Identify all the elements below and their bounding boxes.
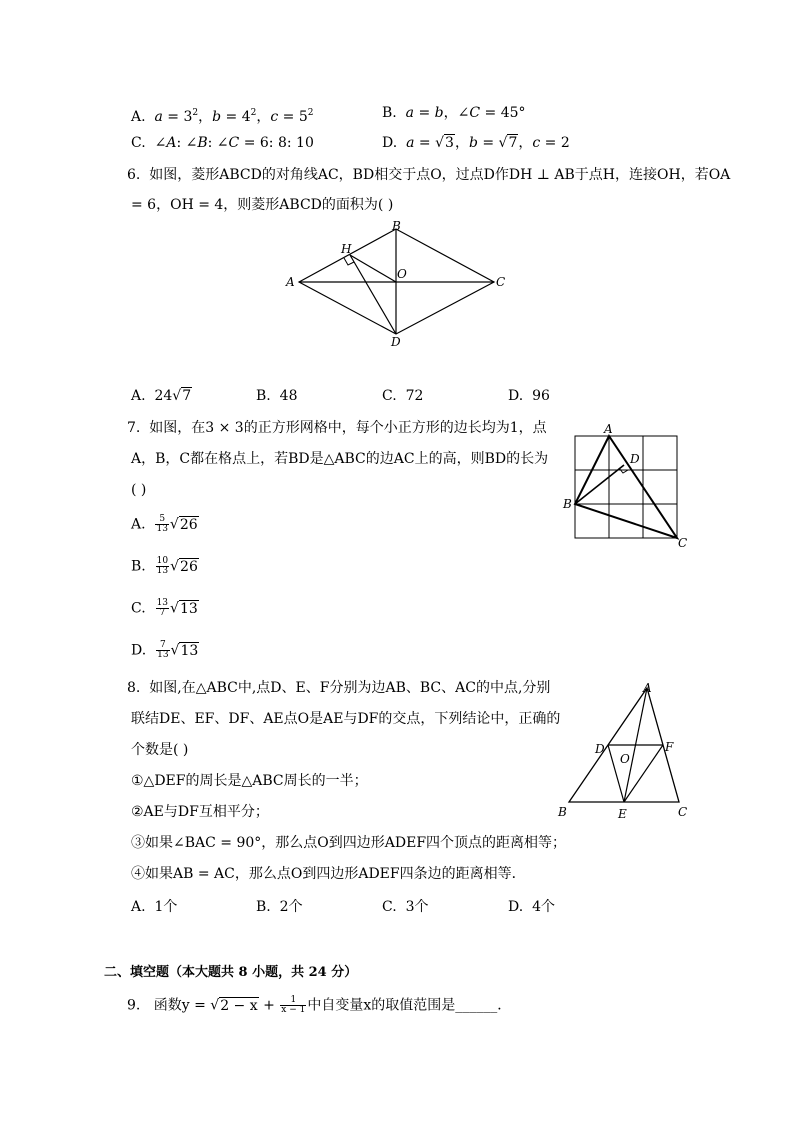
q5-option-c: C. ∠A: ∠B: ∠C = 6: 8: 10 (131, 135, 314, 151)
q5-option-b: B. a = b，∠C = 45° (382, 105, 526, 121)
q8-triangle-figure (555, 678, 705, 823)
q9-line: 9. 函数y = √2 − x + $\frac{1}{x - 1}$ 中自变量x的取值范围是______． (127, 995, 512, 1015)
label-a: A (286, 275, 295, 289)
q6-line1: 6. 如图，菱形ABCD的对角线AC，BD相交于点O，过点D作DH ⊥ AB于点H，连接OH，若OA (127, 167, 731, 183)
q8-option-d: D. 4个 (508, 899, 556, 915)
q8-option-c: C. 3个 (382, 899, 429, 915)
label-b: B (563, 497, 572, 511)
q8-line2: 联结DE、EF、DF、AE点O是AE与DF的交点，下列结论中，正确的 (131, 711, 561, 727)
q6-option-c: C. 72 (382, 388, 424, 404)
label-o: O (620, 752, 630, 766)
label-e: E (618, 807, 627, 821)
label-f: F (665, 740, 674, 754)
q7-line1: 7. 如图，在3 × 3的正方形网格中，每个小正方形的边长均为1，点 (127, 420, 547, 436)
q8-line1: 8. 如图,在△ABC中,点D、E、F分别为边AB、BC、AC的中点,分别 (127, 680, 551, 696)
label-c: C (496, 275, 506, 289)
q6-option-a: A. 24√7 (131, 388, 192, 404)
q8-option-a: A. 1个 (131, 899, 178, 915)
q7-line2: A，B，C都在格点上，若BD是△ABC的边AC上的高，则BD的长为 (131, 451, 549, 467)
q7-option-a: A. $\frac{5}{13}$ √26 (131, 514, 198, 534)
section-heading: 二、填空题（本大题共 8 小题，共 24 分） (104, 965, 358, 980)
label-o: O (397, 267, 407, 281)
label-c: C (678, 805, 688, 819)
q7-option-d: D. $\frac{7}{13}$ √13 (131, 640, 199, 660)
q6-option-d: D. 96 (508, 388, 550, 404)
q6-line2: = 6，OH = 4，则菱形ABCD的面积为( ) (131, 197, 394, 213)
q7-option-c: C. $\frac{13}{7}$ √13 (131, 598, 198, 618)
q7-grid-figure (558, 420, 698, 555)
q7-line3: ( ) (131, 482, 147, 498)
q8-line3: 个数是( ) (131, 742, 189, 758)
q8-statement-2: ②AE与DF互相平分； (131, 804, 269, 820)
label-a: A (643, 681, 652, 695)
q8-statement-1: ①△DEF的周长是△ABC周长的一半； (131, 773, 368, 789)
label-c: C (678, 536, 688, 550)
q7-option-b: B. $\frac{10}{13}$ √26 (131, 556, 198, 576)
q6-option-b: B. 48 (256, 388, 298, 404)
label-d: D (630, 452, 640, 466)
label-a: A (604, 422, 613, 436)
q5-option-a: A. $a = 3^2$，$b = 4^2$，$c = 5^2$ (131, 108, 314, 125)
q8-statement-3: ③如果∠BAC = 90°，那么点O到四边形ADEF四个顶点的距离相等； (131, 835, 567, 851)
label-b: B (558, 805, 567, 819)
label-d: D (595, 742, 605, 756)
q5-option-d: D. a = √3，b = √7，c = 2 (382, 135, 570, 151)
q8-statement-4: ④如果AB = AC，那么点O到四边形ADEF四条边的距离相等． (131, 866, 526, 882)
q6-rhombus-figure (284, 220, 514, 350)
label-h: H (341, 242, 352, 256)
q8-option-b: B. 2个 (256, 899, 303, 915)
label-b: B (392, 220, 401, 233)
label-d: D (391, 335, 401, 349)
